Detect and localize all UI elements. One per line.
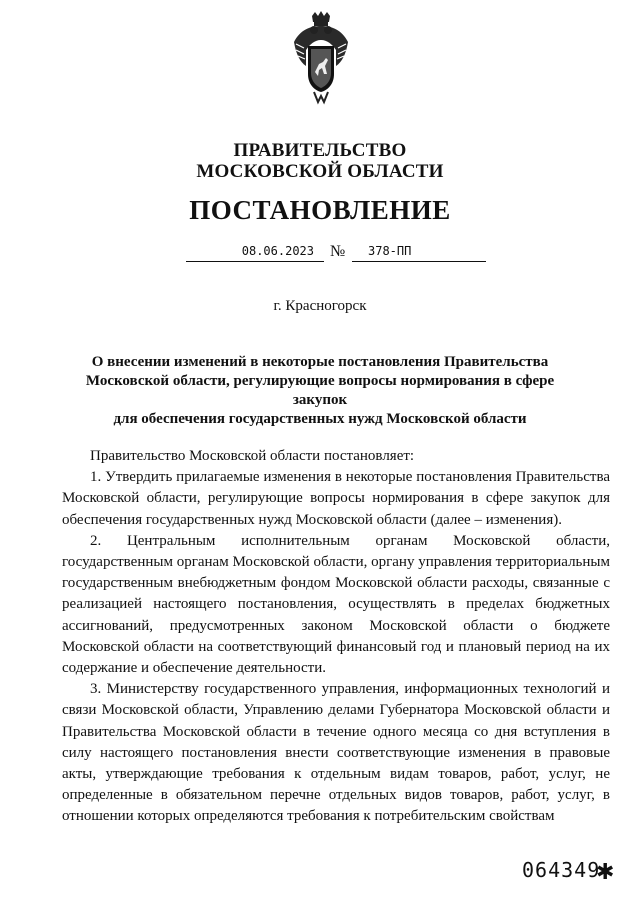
city-of-issue: г. Красногорск (273, 298, 367, 314)
number-sign: № (330, 243, 346, 260)
subject-line: Московской области, регулирующие вопросы нормирования в сфере закупок (85, 373, 555, 408)
document-type-title: ПОСТАНОВЛЕНИЕ (189, 195, 451, 225)
document-number: 378-ПП (352, 240, 486, 262)
document-date: 08.06.2023 (186, 240, 324, 262)
asterisk-mark-icon: ✱ (596, 859, 615, 884)
document-body (62, 446, 610, 828)
registration-line (0, 240, 640, 266)
clause-2: 2. Центральным исполнительным органам Московской области, государственным органам Московской области, органу управления территориальным государственным внебюджетным фондом Московской области расходы, связанные с реализацией настоящего постановления, осуществлять в пределах бюджетных ассигнований, предусмотренных законом Московской области о бюджете Московской области на соответствующий финансовый год и плановый период на их содержание и обеспечение деятельности. (62, 532, 610, 677)
coat-of-arms-emblem (290, 10, 352, 106)
serial-number: 064349 (522, 858, 601, 882)
document-subject (60, 353, 580, 429)
organization-name-line2: МОСКОВСКОЙ ОБЛАСТИ (196, 161, 444, 182)
clause-3: 3. Министерству государственного управления, информационных технологий и связи Московской области, Управлению делами Губернатора Московской области и Правительства Московской области в течение одного месяца со дня вступления в силу настоящего постановления внести соответствующие изменения в правовые акты, утверждающие требования к отдельным видам товаров, работ, услуг, не определенные в обязательном перечне отдельных видов товаров, работ, услуг, в отношении которых определяются требования к потребительским свойствам (62, 681, 610, 825)
clause-1: 1. Утвердить прилагаемые изменения в некоторые постановления Правительства Московской области, регулирующие вопросы нормирования в сфере закупок для обеспечения государственных нужд Московской области (далее – изменения). (62, 469, 610, 528)
subject-line: для обеспечения государственных нужд Московской области (113, 411, 527, 427)
organization-name-line1: ПРАВИТЕЛЬСТВО (233, 140, 407, 161)
subject-line: О внесении изменений в некоторые постановления Правительства (91, 354, 549, 370)
preamble-paragraph: Правительство Московской области постановляет: (90, 448, 415, 464)
